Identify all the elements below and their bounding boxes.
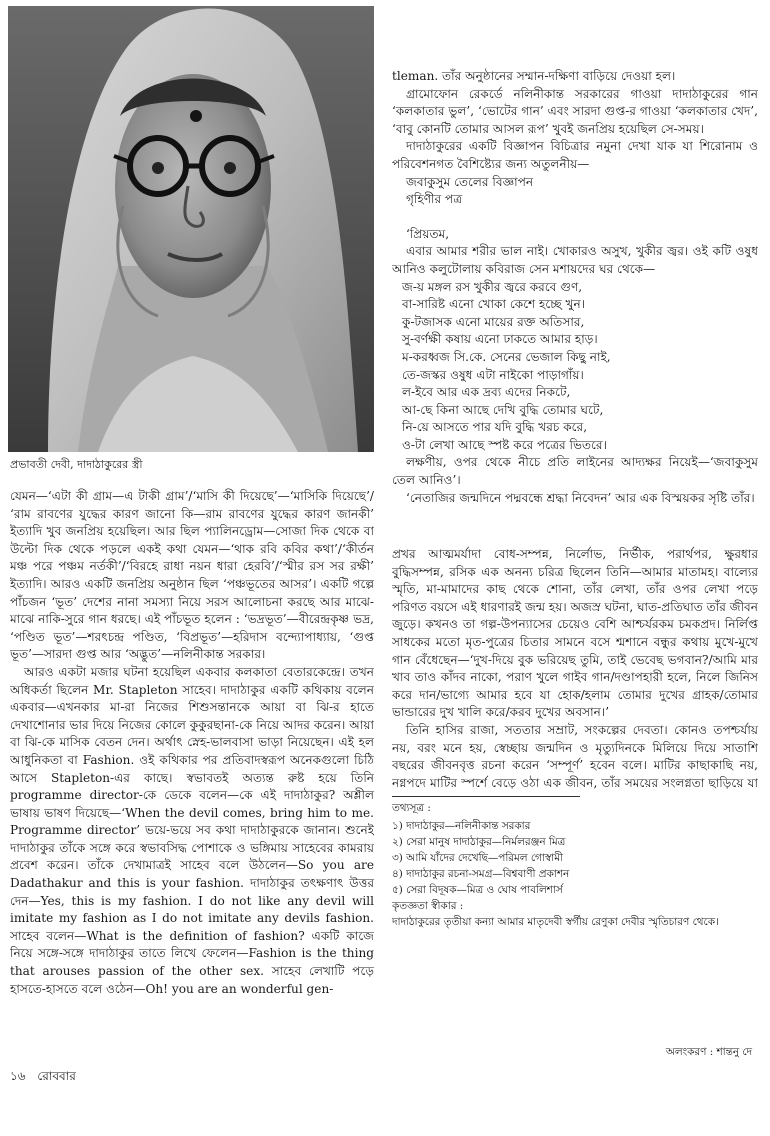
letter-salutation: ‘প্রিয়তম,	[406, 226, 450, 241]
source-item: ২) সেরা মানুষ দাদাঠাকুর—নির্মলরঞ্জন মিত্র	[392, 836, 566, 848]
illustration-credit: অলংকরণ : শান্তনু দে	[665, 1046, 752, 1058]
paragraph: গ্রামোফোন রেকর্ডে নলিনীকান্ত সরকারের গাওয়া দাদাঠাকুরের গান ‘কলকাতার ভুল’, ‘ভোটের গান’ এবং সারদা গুপ্ত-র গাওয়া ‘কলকাতার খেদ’, ‘বাবু কোনটি তোমার আসল রূপ’ খুবই জনপ্রিয় হয়েছিল সে-সময়।	[392, 86, 758, 136]
paragraph: ‘নেতাজির জন্মদিনে পদ্মবন্ধে শ্রদ্ধা নিবেদন’ আর এক বিস্ময়কর সৃষ্টি তাঁর।	[406, 490, 755, 505]
section-name: রোববার	[37, 1069, 76, 1083]
verse-line: নি-য়ে আসতে পার যদি বুদ্ধি খরচ করে,	[402, 420, 588, 435]
paragraph: লক্ষণীয়, ওপর থেকে নীচে প্রতি লাইনের আদ্যক্ষর নিয়েই—‘জবাকুসুম তেল আনিও’।	[392, 455, 758, 488]
paragraph: tleman. তাঁর অনুষ্ঠানের সম্মান-দক্ষিণা বাড়িয়ে দেওয়া হল।	[392, 69, 676, 83]
paragraph: তিনি হাসির রাজা, সততার সম্রাট, সংকল্পের দেবতা। কোনও তপশ্চর্যায় নয়, বরং মনে হয়, স্বেচ্ছায় জন্মদিন ও মৃত্যুদিনকে মিলিয়ে দিয়ে সাতাশি বছরের জীবনবৃত্ত রচনা করেন ‘সম্পূর্ণ’ হবেন বলে। মাটির কাছাকাছি নয়, নগ্নপদে মাটির স্পর্শে বেড়ে ওঠা এক জীবন, তাঁর সময়ের সংলগ্নতা ছাড়িয়ে যা	[392, 722, 758, 790]
verse-line: আ-ছে কিনা আছে দেখি বুদ্ধি তোমার ঘটে,	[402, 402, 604, 417]
portrait-illustration	[8, 6, 374, 452]
verse-line: তে-জস্কর ওষুধ এটা নাইকো পাড়াগাঁয়।	[402, 367, 584, 382]
source-item: ৪) দাদাঠাকুর রচনা-সমগ্র—বিশ্ববাণী প্রকাশন	[392, 868, 570, 880]
verse-line: ম-করধ্বজ সি.কে. সেনের ভেজাল কিছু নাই,	[402, 349, 611, 364]
source-item: ৫) সেরা বিদূষক—মিত্র ও ঘোষ পাবলিশার্স	[392, 884, 563, 896]
source-item: ৩) আমি যাঁদের দেখেছি—পরিমল গোস্বামী	[392, 852, 563, 864]
left-column	[10, 488, 374, 1060]
acrostic-verse	[392, 279, 758, 455]
verse-line: সু-বর্ণক্ষী কষায় এনো ঢাকতে আমার হাড়।	[402, 332, 598, 347]
verse-line: বা-সারিষ্ট এনো খোকা কেশে হচ্ছে খুন।	[402, 297, 586, 312]
verse-line: ল-ইবে আর এক দ্রব্য এদের নিকটে,	[402, 385, 571, 400]
photo-caption: প্রভাবতী দেবী, দাদাঠাকুরের স্ত্রী	[10, 458, 143, 471]
page-number: ১৬	[10, 1069, 26, 1083]
verse-line: জ-য় মঙ্গল রস খুকীর জ্বরে করবে গুণ,	[402, 279, 583, 294]
sources-heading: তথ্যসূত্র :	[392, 802, 431, 814]
spacer	[392, 209, 758, 226]
source-item: ১) দাদাঠাকুর—নলিনীকান্ত সরকার	[392, 820, 531, 832]
acknowledgement-text: দাদাঠাকুরের তৃতীয়া কন্যা আমার মাতৃদেবী স্বর্গীয় রেণুকা দেবীর স্মৃতিচারণ থেকে।	[392, 916, 719, 928]
ad-line: জবাকুসুম তেলের বিজ্ঞাপন	[406, 174, 534, 189]
verse-line: ও-টা লেখা আছে স্পষ্ট করে পত্রের ভিতরে।	[402, 437, 607, 452]
sources-section	[392, 800, 758, 930]
letter-body: এবার আমার শরীর ভাল নাই। খোকারও অসুখ, খুকীর জ্বর। ওই কটি ওষুধ আনিও কলুটোলায় কবিরাজ সেন মশায়দের ঘর থেকে—	[392, 244, 758, 276]
right-column-middle	[392, 546, 758, 792]
verse-line: কু-টজাসক এনো মায়ের রক্ত অতিসার,	[402, 314, 585, 329]
paragraph: আরও একটা মজার ঘটনা হয়েছিল একবার কলকাতা বেতারকেন্দ্রে। তখন অধিকর্তা ছিলেন Mr. Stapleton সাহেব। দাদাঠাকুর একটি কথিকায় বলেন একবার—এখনকার মা-রা নিজের শিশুসন্তানকে আয়া বা ঝি-র হাতে দেখাশোনার ভার দিয়ে নিজের কোলে কুকুরছানা-কে নিয়ে আদর করেন। আয়া বা ঝি-কে মাসিক বেতন দেন। অর্থাৎ স্নেহ-ভালবাসা ভাড়া নিয়েছেন। এই হল আধুনিকতা বা Fashion. ওই কথিকার পর প্রতিবাদস্বরূপ অনেকগুলো চিঠি আসে Stapleton-এর কাছে। স্বভাবতই অত্যন্ত রুষ্ট হয়ে তিনি programme director-কে ডেকে বলেন—কে এই দাদাঠাকুর? অশ্লীল ভাষায় ভাষণ দিয়েছে—‘When the devil comes, bring him to me. Programme director’ ভয়ে-ভয়ে সব কথা দাদাঠাকুরকে জানান। শুনেই দাদাঠাকুর তাঁকে সঙ্গে করে স্বভাবসিদ্ধ পোশাকে ও ভঙ্গিমায় সাহেবের কামরায় প্রবেশ করেন। তাঁকে দেখামাত্রই সাহেব বলে উঠলেন—So you are Dadathakur and this is your fashion. দাদাঠাকুর তৎক্ষণাৎ উত্তর দেন—Yes, this is my fashion. I do not like any devil will imitate my fashion as I do not imitate any devils fashion. সাহেব বলেন—What is the definition of fashion? একটি কাজে নিয়ে সঙ্গে-সঙ্গে দাদাঠাকুর তাতে লিখে ফেলেন—Fashion is the thing that arouses passion of the other sex. সাহেব লেখাটি পড়ে হাসতে-হাসতে বলে ওঠেন—Oh! you are an wonderful gen-	[10, 664, 374, 996]
page-footer	[10, 1068, 84, 1088]
right-column-top	[392, 68, 758, 546]
sources-list	[392, 818, 758, 898]
paragraph: যেমন—‘এটা কী গ্রাম—এ টাকী গ্রাম’/‘মাসি কী দিয়েছে’—‘মাসিকি দিয়েছে’/ ‘রাম রাবণের যুদ্ধের কারণ জানো কি—রাম রাবণের যুদ্ধের কারণ জানকী’ ইত্যাদি খুব জনপ্রিয় হয়েছিল। আর ছিল প্যালিনড্রোম—সোজা দিক থেকে বা উল্টো দিক থেকে পড়লে একই কথা যেমন—‘থাক রবি কবির কথা’/‘কীর্তন মঞ্চ পরে পঞ্চম নর্তকী’/‘বিরহে রাধা নয়ন ধারা হেরবি’/‘স্মীর রস সর রক্ষী’ ইত্যাদি। আরও একটি জনপ্রিয় অনুষ্ঠান ছিল ‘পঞ্চভূতের আসর’। একটি গল্পে পাঁচজন ‘ভূত’ দেশের নানা সমস্যা নিয়ে সরস আলোচনা করছে আর মাঝে-মাঝে নাকি-সুরে গান ধরছে। এই পাঁচভূত হলেন : ‘ভদ্রভূত’—বীরেন্দ্রকৃষ্ণ ভদ্র, ‘পণ্ডিত ভূত’—শরৎচন্দ্র পণ্ডিত, ‘বিপ্রভূত’—হরিদাস বন্দ্যোপাধ্যায়, ‘গুপ্ত ভূত’—সারদা গুপ্ত আর ‘অদ্ভুত’—নলিনীকান্ত সরকার।	[10, 489, 374, 662]
paragraph: প্রখর আত্মমর্যাদা বোধ-সম্পন্ন, নির্লোভ, নির্ভীক, পরার্থপর, ক্ষুরধার বুদ্ধিসম্পন্ন, রসিক এক অনন্য চরিত্র ছিলেন তিনি—আমার মাতামহ। বাল্যের স্মৃতি, মা-মামাদের কাছ থেকে শোনা, তাঁর লেখা, তাঁর ওপর লেখা পড়ে পরিণত বয়সে এই ধারণারই জন্ম হয়। অজস্র ঘটনা, ঘাত-প্রতিঘাত তাঁর জীবন জুড়ে। কখনও তা গল্প-উপন্যাসের চেয়েও বেশি আশ্চর্যরকম চমকপ্রদ। নির্লিপ্ত সাধকের মতো মৃত-পুত্রের চিতার সামনে বসে শ্মশানে বন্ধুর কথায় মুখে-মুখে গান বেঁধেছেন—‘দুখ-দিয়ে বুক ভরিয়েছ তুমি, তাই ভেবেছ ভগবান?/আমি মার খাব তাও কাঁদব নাকো, পরাণ খুলে গাইব গান/দণ্ডাপহারী হলে, নিলে জিনিস করে দান/ভাগ্যে আমার হবে যা হোক/হলাম তোমার দুখের গ্রাহক/তোমার ভান্ডারের দুখ খালি করে/করব দুখের অবসান।’	[392, 547, 758, 720]
portrait-photo	[8, 6, 374, 452]
ad-line: গৃহিণীর পত্র	[406, 192, 463, 207]
paragraph: দাদাঠাকুরের একটি বিজ্ঞাপন বিচিত্রার নমুনা দেখা যাক যা শিরোনাম ও পরিবেশনগত বৈশিষ্ট্যের জন্য অতুলনীয়—	[392, 139, 758, 171]
divider	[392, 796, 580, 797]
acknowledgement-heading: কৃতজ্ঞতা স্বীকার :	[392, 900, 464, 912]
